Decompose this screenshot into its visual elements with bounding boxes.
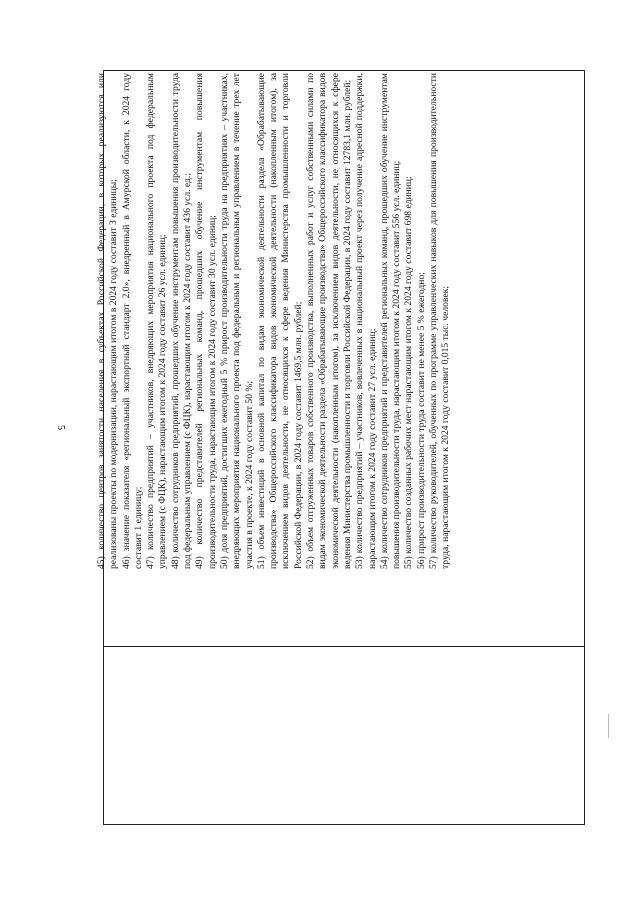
document-text [96,73,572,569]
list-item: 56) прирост производительности труда составит не менее 5 % ежегодно; [415,272,427,569]
list-item: 57) количество руководителей, обученных по программе управленческих навыков для повышения производительности труда, нарастающим итогом к 2024 году составит 0,015 тыс. человек; [428,73,452,569]
list-item: 46) значение показателя «региональный экспортный стандарт 2.0», внедренный в Амурской области, к 2024 году составит 1 единицу; [120,73,144,569]
list-item: 55) количество созданных рабочих мест нарастающим итогом к 2024 году составит 698 единиц; [403,176,415,569]
page-number: 5 [55,425,66,430]
list-item: 47) количество предприятий – участников, внедряющих мероприятия национального проекта под федеральным управлением (с ФЦК), нарастающим итогом к 2024 году составит 26 усл. единиц; [145,73,169,569]
list-item: 50) доля предприятий, достигших ежегодный 5 % прирост производительности труда на предприятиях – участниках, внедряющих мероприятия национального проекта под федеральным и региональным управлением в течение трех лет участия в проекте, к 2024 году составит 50 %; [218,73,255,569]
list-item: 48) количество сотрудников предприятий, прошедших обучение инструментам повышения производительности труда под федеральным управлением (с ФЦК), нарастающим итогом к 2024 году составит 436 усл. ед.; [169,73,194,569]
list-item: 53) количество предприятий – участников, вовлеченных в национальный проект через получение адресной поддержки, нарастающим итогом к 2024 году составит 27 усл. единиц; [354,73,378,569]
table-row-divider [104,646,584,647]
list-item: 54) количество сотрудников предприятий и представителей региональных команд, прошедших обучение инструментам повышения производительности труда, нарастающим итогом к 2024 году составит 556 усл. единиц; [378,73,403,569]
list-item: 52) объем отгруженных товаров собственного производства, выполненных работ и услуг собственными силами по видам экономической деятельности раздела «Обрабатывающие производства» Общероссийского классификатора видов экономической деятельности (накопленным итогом), за исключением видов деятельности, не относящихся к сфере ведения Министерства промышленности и торговли Российской Федерации, в 2024 году составит 12783,1 млн. рублей; [305,73,353,569]
scan-mark [608,714,613,738]
table-cell-text [96,73,582,571]
list-item: 45) количество центров занятости населения в субъектах Российской Федерации, в которых реализуются или реализованы проекты по модернизации, нарастающим итогом в 2024 году составит 3 единицы; [96,73,120,569]
list-item: 51) объем инвестиций в основной капитал по видам экономической деятельности раздела «Обрабатывающие производства» Общероссийского классификатора видов экономической деятельности (накопленным итогом), за исключением видов деятельности, не относящихся к сфере ведения Министерства промышленности и торговли Российской Федерации, в 2024 году составит 1469,5 млн. рублей; [255,73,304,569]
list-item: 49) количество представителей региональных команд, прошедших обучение инструментам повышения производительности труда, нарастающим итогом к 2024 году составит 30 усл. единиц; [194,73,218,569]
